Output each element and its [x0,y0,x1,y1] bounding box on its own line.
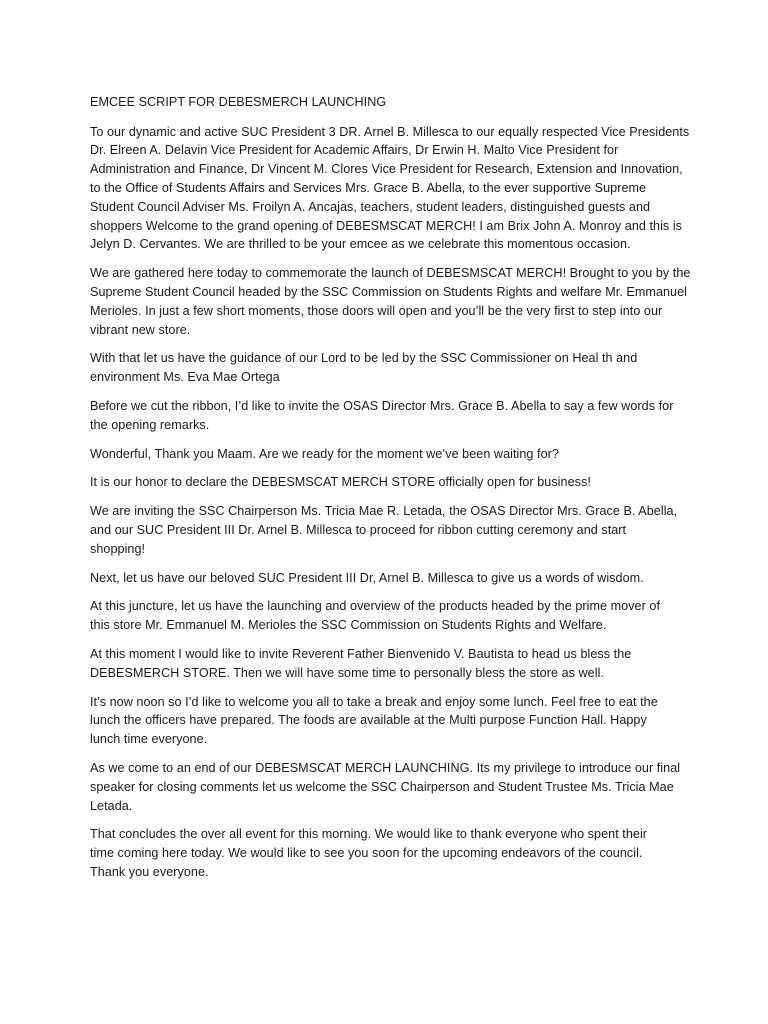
paragraph-line: time coming here today. We would like to see you soon for the upcoming endeavors of the council. [90,846,643,861]
paragraph [90,645,690,683]
paragraph-line: At this juncture, let us have the launching and overview of the products headed by the prime mover of [90,599,660,614]
document-title: EMCEE SCRIPT FOR DEBESMERCH LAUNCHING [90,95,387,109]
paragraph-line: DEBESMERCH STORE. Then we will have some time to personally bless the store as well. [90,665,604,680]
paragraph-line: That concludes the over all event for this morning. We would like to thank everyone who spent their [90,827,648,842]
paragraph-line: vibrant new store. [90,322,191,337]
paragraph-line: environment Ms. Eva Mae Ortega [90,370,280,385]
paragraph-line: Next, let us have our beloved SUC President III Dr, Arnel B. Millesca to give us a words of wisdom. [90,570,644,585]
paragraph [90,759,690,815]
paragraph-line: lunch the officers have prepared. The foods are available at the Multi purpose Function Hall. Happy [90,713,647,728]
paragraph-line: With that let us have the guidance of our Lord to be led by the SSC Commissioner on Heal th and [90,351,638,366]
paragraph-line: Administration and Finance, Dr Vincent M. Clores Vice President for Research, Extension and Innovation, [90,162,683,177]
document-body [90,123,690,882]
paragraph-line: We are inviting the SSC Chairperson Ms. Tricia Mae R. Letada, the OSAS Director Mrs. Grace B. Abella, [90,504,678,519]
paragraph [90,445,690,464]
paragraph-line: lunch time everyone. [90,732,208,747]
paragraph [90,597,690,635]
paragraph-line: Jelyn D. Cervantes. We are thrilled to be your emcee as we celebrate this momentous occasion. [90,237,631,252]
paragraph-line: Merioles. In just a few short moments, those doors will open and you’ll be the very first to step into our [90,303,663,318]
paragraph-line: As we come to an end of our DEBESMSCAT MERCH LAUNCHING. Its my privilege to introduce our final [90,760,681,775]
paragraph-line: At this moment I would like to invite Reverent Father Bienvenido V. Bautista to head us bless the [90,646,632,661]
paragraph-line: and our SUC President III Dr. Arnel B. Millesca to proceed for ribbon cutting ceremony and start [90,522,627,537]
paragraph [90,473,690,492]
paragraph-line: Letada. [90,798,133,813]
paragraph-line: the opening remarks. [90,417,210,432]
paragraph-line: Thank you everyone. [90,864,209,879]
paragraph-line: To our dynamic and active SUC President 3 DR. Arnel B. Millesca to our equally respected Vice Presidents [90,124,690,139]
paragraph-line: Wonderful, Thank you Maam. Are we ready for the moment we’ve been waiting for? [90,446,559,461]
paragraph [90,264,690,339]
document-page [90,93,690,892]
paragraph-line: shoppers Welcome to the grand opening of DEBESMSCAT MERCH! I am Brix John A. Monroy and this is [90,218,683,233]
paragraph [90,693,690,749]
paragraph-line: shopping! [90,541,146,556]
paragraph-line: It’s now noon so I’d like to welcome you all to take a break and enjoy some lunch. Feel free to eat the [90,694,658,709]
paragraph [90,123,690,255]
paragraph-line: Student Council Adviser Ms. Froilyn A. Ancajas, teachers, student leaders, distinguished guests and [90,199,651,214]
paragraph-line: We are gathered here today to commemorate the launch of DEBESMSCAT MERCH! Brought to you by the [90,266,691,281]
paragraph-line: It is our honor to declare the DEBESMSCAT MERCH STORE officially open for business! [90,475,591,490]
paragraph-line: Supreme Student Council headed by the SSC Commission on Students Rights and welfare Mr. Emmanuel [90,284,688,299]
paragraph [90,569,690,588]
paragraph-line: to the Office of Students Affairs and Services Mrs. Grace B. Abella, to the ever supportive Supreme [90,180,647,195]
paragraph-line: Before we cut the ribbon, I’d like to invite the OSAS Director Mrs. Grace B. Abella to say a few words for [90,398,674,413]
paragraph [90,825,690,881]
paragraph [90,349,690,387]
paragraph [90,397,690,435]
paragraph-line: Dr. Elreen A. Delavin Vice President for Academic Affairs, Dr Erwin H. Malto Vice President for [90,143,619,158]
paragraph-line: this store Mr. Emmanuel M. Merioles the SSC Commission on Students Rights and Welfare. [90,618,607,633]
paragraph [90,502,690,558]
paragraph-line: speaker for closing comments let us welcome the SSC Chairperson and Student Trustee Ms. Tricia Mae [90,779,674,794]
